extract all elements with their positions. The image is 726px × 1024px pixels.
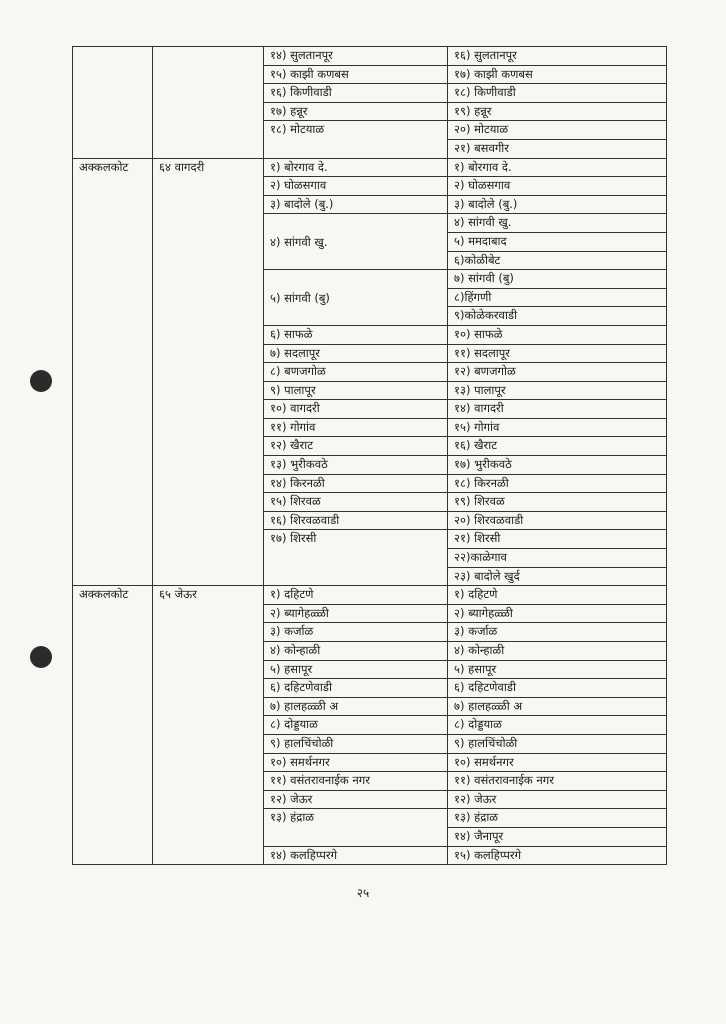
old-village-cell: ३) कर्जाळ — [264, 623, 448, 642]
old-village-cell: ६) साफळे — [264, 325, 448, 344]
punch-hole — [30, 370, 52, 392]
old-village-cell: १३) हंद्राळ — [264, 809, 448, 846]
new-village-cell: २१) बसवगीर — [448, 139, 667, 158]
table-row — [73, 586, 667, 605]
new-village-cell: २०) शिरवळवाडी — [448, 511, 667, 530]
old-village-cell: ७) हालहळ्ळी अ — [264, 697, 448, 716]
new-village-cell: १९) शिरवळ — [448, 493, 667, 512]
old-village-cell: १८) मोटयाळ — [264, 121, 448, 158]
new-village-cell: २२)काळेगाव — [448, 549, 667, 568]
old-village-cell: ९) पालापूर — [264, 381, 448, 400]
new-village-cell: ४) कोन्हाळी — [448, 642, 667, 661]
new-village-cell: ८)हिंगणी — [448, 288, 667, 307]
old-village-cell: ६) दहिटणेवाडी — [264, 679, 448, 698]
old-village-cell: १४) कलहिप्परगे — [264, 846, 448, 865]
gat-cell: ६५ जेऊर — [153, 586, 264, 865]
new-village-cell: ३) कर्जाळ — [448, 623, 667, 642]
old-village-cell: ३) बादोले (बु.) — [264, 195, 448, 214]
old-village-cell: ४) कोन्हाळी — [264, 642, 448, 661]
old-village-cell: १) बोरगाव दे. — [264, 158, 448, 177]
old-village-cell: ७) सदलापूर — [264, 344, 448, 363]
table-row — [73, 158, 667, 177]
new-village-cell: १०) साफळे — [448, 325, 667, 344]
old-village-cell: १०) समर्थनगर — [264, 753, 448, 772]
old-village-cell: १४) सुलतानपूर — [264, 47, 448, 66]
taluka-cell: अक्कलकोट — [73, 586, 153, 865]
page-number: २५ — [356, 886, 370, 900]
old-village-cell: १५) काझी कणबस — [264, 65, 448, 84]
old-village-cell: १०) वागदरी — [264, 400, 448, 419]
old-village-cell: १२) खैराट — [264, 437, 448, 456]
new-village-cell: १८) किरनळी — [448, 474, 667, 493]
old-village-cell: १६) शिरवळवाडी — [264, 511, 448, 530]
new-village-cell: २३) बादोले खुर्द — [448, 567, 667, 586]
new-village-cell: १२) बणजगोळ — [448, 363, 667, 382]
new-village-cell: १६) सुलतानपूर — [448, 47, 667, 66]
new-village-cell: ५) हसापूर — [448, 660, 667, 679]
new-village-cell: १२) जेऊर — [448, 790, 667, 809]
old-village-cell: ११) गोगांव — [264, 418, 448, 437]
new-village-cell: १४) जैनापूर — [448, 827, 667, 846]
old-village-cell: १६) किणीवाडी — [264, 84, 448, 103]
taluka-cell: अक्कलकोट — [73, 158, 153, 586]
new-village-cell: १४) वागदरी — [448, 400, 667, 419]
old-village-cell: २) घोळसगाव — [264, 177, 448, 196]
new-village-cell: ९) हालचिंचोळी — [448, 734, 667, 753]
new-village-cell: ११) सदलापूर — [448, 344, 667, 363]
gat-cell: ६४ वागदरी — [153, 158, 264, 586]
old-village-cell: १४) किरनळी — [264, 474, 448, 493]
new-village-cell: ४) सांगवी खु. — [448, 214, 667, 233]
new-village-cell: १६) खैराट — [448, 437, 667, 456]
new-village-cell: १८) किणीवाडी — [448, 84, 667, 103]
taluka-cell — [73, 47, 153, 159]
old-village-cell: ८) दोड्डयाळ — [264, 716, 448, 735]
new-village-cell: १५) गोगांव — [448, 418, 667, 437]
new-village-cell: ३) बादोले (बु.) — [448, 195, 667, 214]
gat-cell — [153, 47, 264, 159]
new-village-cell: ५) ममदाबाद — [448, 232, 667, 251]
old-village-cell: १२) जेऊर — [264, 790, 448, 809]
punch-hole — [30, 646, 52, 668]
new-village-cell: ११) वसंतरावनाईक नगर — [448, 772, 667, 791]
new-village-cell: १७) भुरीकवठे — [448, 456, 667, 475]
table-row — [73, 47, 667, 66]
new-village-cell: १) बोरगाव दे. — [448, 158, 667, 177]
old-village-cell: ५) हसापूर — [264, 660, 448, 679]
old-village-cell: ८) बणजगोळ — [264, 363, 448, 382]
old-village-cell: ९) हालचिंचोळी — [264, 734, 448, 753]
old-village-cell: १७) हन्नूर — [264, 102, 448, 121]
old-village-cell: ५) सांगवी (बु) — [264, 270, 448, 326]
new-village-cell: १३) पालापूर — [448, 381, 667, 400]
old-village-cell: २) ब्यागेहळ्ळी — [264, 604, 448, 623]
new-village-cell: १०) समर्थनगर — [448, 753, 667, 772]
new-village-cell: ६) दहिटणेवाडी — [448, 679, 667, 698]
new-village-cell: १७) काझी कणबस — [448, 65, 667, 84]
new-village-cell: ७) हालहळ्ळी अ — [448, 697, 667, 716]
new-village-cell: १९) हन्नूर — [448, 102, 667, 121]
old-village-cell: १३) भुरीकवठे — [264, 456, 448, 475]
new-village-cell: ७) सांगवी (बु) — [448, 270, 667, 289]
new-village-cell: ९)कोळेकरवाडी — [448, 307, 667, 326]
new-village-cell: ६)कोळीबेट — [448, 251, 667, 270]
old-village-cell: १५) शिरवळ — [264, 493, 448, 512]
new-village-cell: २१) शिरसी — [448, 530, 667, 549]
old-village-cell: ११) वसंतरावनाईक नगर — [264, 772, 448, 791]
old-village-cell: ४) सांगवी खु. — [264, 214, 448, 270]
new-village-cell: १३) हंद्राळ — [448, 809, 667, 828]
new-village-cell: १) दहिटणे — [448, 586, 667, 605]
new-village-cell: २) घोळसगाव — [448, 177, 667, 196]
old-village-cell: १७) शिरसी — [264, 530, 448, 586]
village-table — [72, 46, 667, 865]
new-village-cell: १५) कलहिप्परगे — [448, 846, 667, 865]
new-village-cell: २०) मोटयाळ — [448, 121, 667, 140]
new-village-cell: ८) दोड्डयाळ — [448, 716, 667, 735]
new-village-cell: २) ब्यागेहळ्ळी — [448, 604, 667, 623]
old-village-cell: १) दहिटणे — [264, 586, 448, 605]
